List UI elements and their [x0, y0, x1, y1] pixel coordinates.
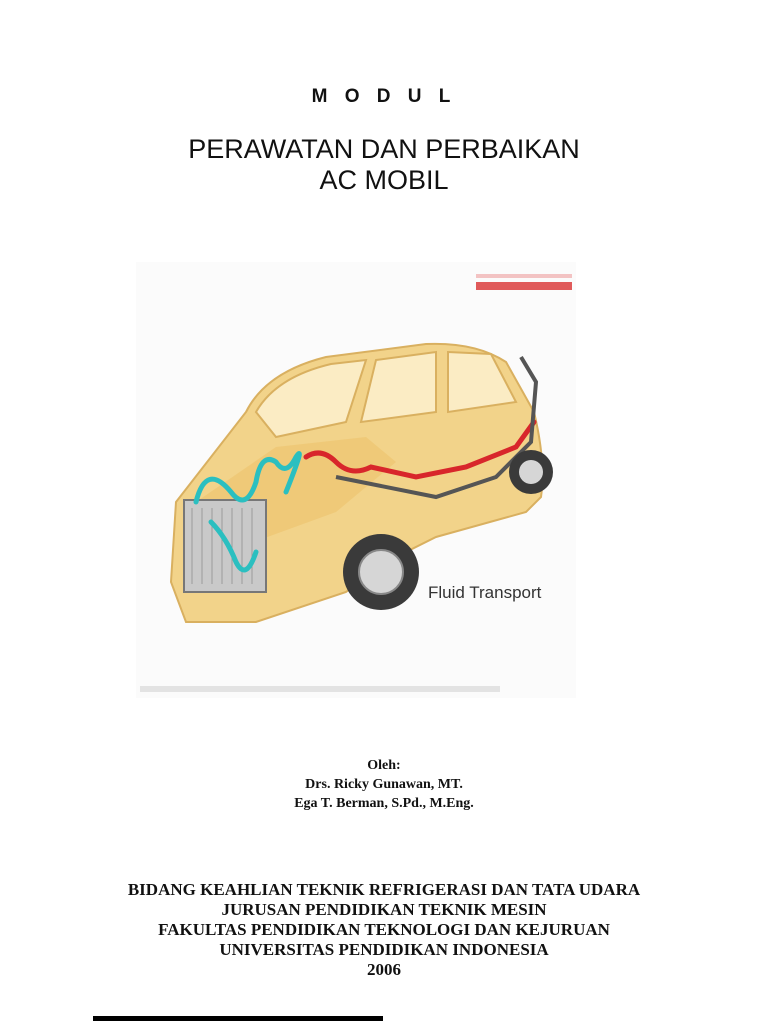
- publication-year: 2006: [367, 960, 401, 979]
- author-2: Ega T. Berman, S.Pd., M.Eng.: [294, 796, 474, 811]
- figure-bottom-strip: [140, 686, 500, 692]
- module-label: M O D U L: [311, 86, 457, 107]
- institution-block: [0, 880, 768, 980]
- institution-line-2: JURUSAN PENDIDIKAN TEKNIK MESIN: [221, 900, 547, 919]
- authors-block: [0, 756, 768, 813]
- front-wheel-rim: [359, 550, 403, 594]
- institution-line-1: BIDANG KEAHLIAN TEKNIK REFRIGERASI DAN TATA UDARA: [127, 880, 641, 899]
- title-line-2: AC MOBIL: [319, 165, 449, 195]
- institution-line-3: FAKULTAS PENDIDIKAN TEKNOLOGI DAN KEJURUAN: [158, 920, 610, 939]
- title-line-1: PERAWATAN DAN PERBAIKAN: [188, 134, 580, 164]
- radiator: [184, 500, 266, 592]
- authors-by-label: Oleh:: [367, 758, 401, 773]
- author-1: Drs. Ricky Gunawan, MT.: [305, 777, 463, 792]
- institution-line-4: UNIVERSITAS PENDIDIKAN INDONESIA: [219, 940, 549, 959]
- figure-accent-bar-light: [476, 274, 572, 278]
- rear-wheel-rim: [519, 460, 543, 484]
- car-ac-illustration: [136, 262, 576, 698]
- figure-accent-bar: [476, 282, 572, 290]
- document-title: [0, 134, 768, 196]
- figure-caption: Fluid Transport: [428, 583, 542, 602]
- footer-rule: [93, 1016, 383, 1021]
